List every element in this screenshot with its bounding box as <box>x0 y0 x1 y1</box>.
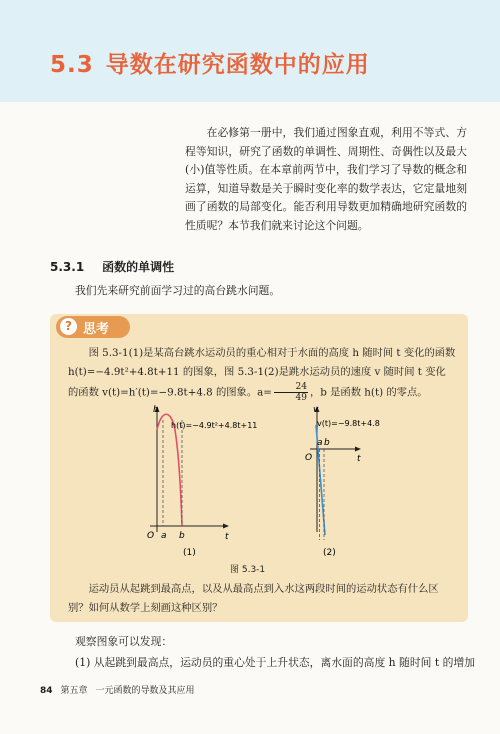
question-paragraph <box>68 580 456 618</box>
intro-paragraph <box>185 124 467 235</box>
question-text: 运动员从起跳到最高点，以及从最高点到入水这两段时间的运动状态有什么区别？如何从数学上刻画这种区别？ <box>68 583 439 614</box>
graph1-a-label: a <box>161 531 167 541</box>
observe-item-1: (1) 从起跳到最高点，运动员的重心处于上升状态，离水面的高度 h 随时间 t 的增加 <box>75 656 476 669</box>
subsection-heading <box>50 258 174 275</box>
section-number: 5.3 <box>50 52 94 78</box>
graph2-y-label: v <box>313 405 319 415</box>
graph1-y-label: h <box>153 405 159 415</box>
think-text-part2: ，b 是函数 h(t) 的零点。 <box>309 386 428 399</box>
page-number: 84 <box>40 686 53 696</box>
graph1-origin: O <box>147 531 155 541</box>
section-title-text: 导数在研究函数中的应用 <box>105 52 370 78</box>
graph-2 <box>305 405 380 558</box>
section-title <box>50 46 370 79</box>
lead-text: 我们先来研究前面学习过的高台跳水问题。 <box>75 284 281 297</box>
think-paragraph <box>68 344 456 403</box>
think-label: 思考 <box>83 322 110 337</box>
graph1-b-label: b <box>179 531 185 541</box>
graph2-origin: O <box>305 453 313 463</box>
graph1-formula: h(t)=−4.9t²+4.8t+11 <box>171 421 258 430</box>
question-icon: ? <box>60 318 77 335</box>
graph2-x-label: t <box>357 454 361 464</box>
intro-text: 在必修第一册中，我们通过图象直观，利用不等式、方程等知识，研究了函数的单调性、周期性、奇偶性以及最大(小)值等性质。在本章前两节中，我们学习了导数的概念和运算，知道导数是关于瞬时变化率的数学表达，它定量地刻画了函数的局部变化。能否利用导数更加精确地研究函数的性质呢？本节我们就来讨论这个问题。 <box>185 126 467 232</box>
chapter-title: 一元函数的导数及其应用 <box>95 686 195 696</box>
graph2-a-label: a <box>317 438 323 448</box>
page-footer <box>40 683 195 696</box>
fraction-numerator: 24 <box>274 382 308 393</box>
figure-5-3-1 <box>55 400 395 565</box>
subsection-number: 5.3.1 <box>50 260 85 274</box>
graph2-x-arrow <box>355 447 361 452</box>
graph2-formula: v(t)=−9.8t+4.8 <box>317 419 380 428</box>
think-text-part1: 图 5.3-1(1)是某高台跳水运动员的重心相对于水面的高度 h 随时间 t 变化的函数 h(t)=−4.9t²+4.8t+11 的图象，图 5.3-1(2)是跳水运动员的速度 v 随时间 t 变化的函数 v(t)=h′(t)=−9.8t+4.8 的图象。a= <box>68 347 456 399</box>
observe-text: 观察图象可以发现： <box>75 635 173 648</box>
graph1-number: (1) <box>183 548 196 558</box>
subsection-title: 函数的单调性 <box>102 260 175 274</box>
graph2-b-label: b <box>324 438 330 448</box>
chapter-number: 第五章 <box>60 686 88 696</box>
graph1-x-arrow <box>223 524 229 529</box>
figure-caption: 图 5.3-1 <box>230 565 266 575</box>
graph-1 <box>147 405 257 558</box>
fraction-denominator: 49 <box>295 393 307 403</box>
graph1-x-label: t <box>225 532 229 542</box>
graph2-number: (2) <box>323 548 336 558</box>
graph1-curve <box>157 414 182 526</box>
